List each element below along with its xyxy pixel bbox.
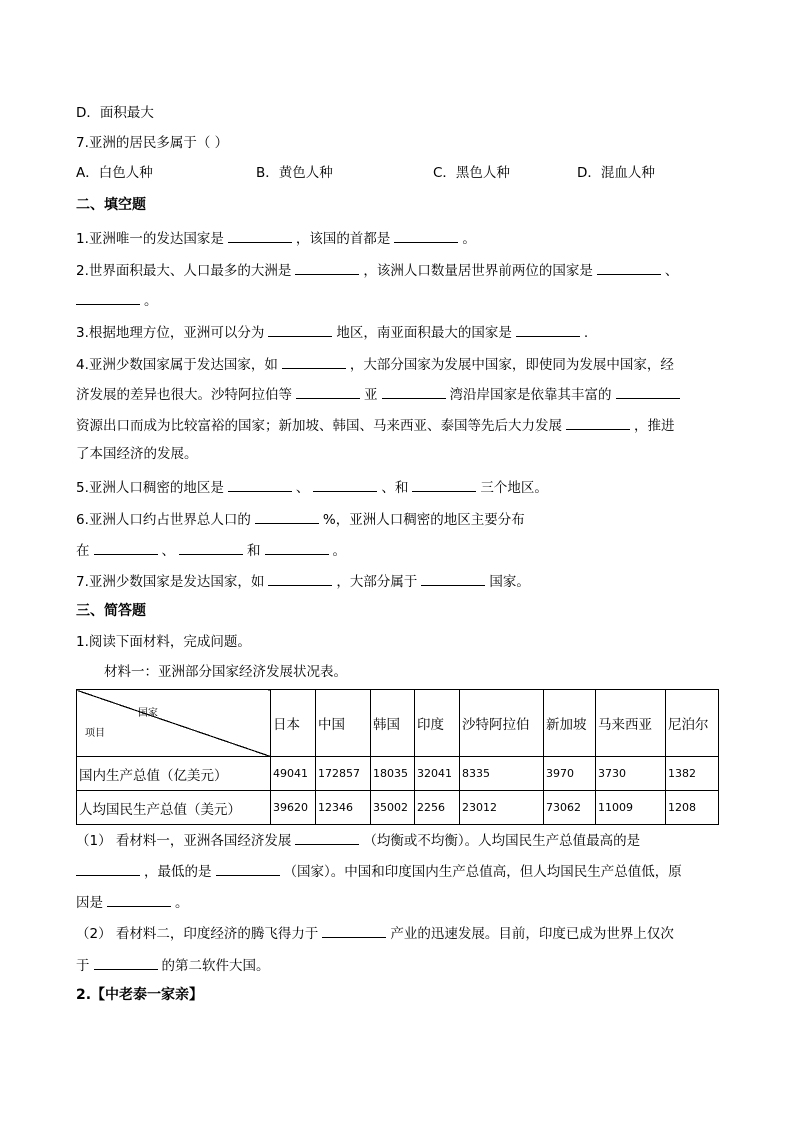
answer-blank[interactable] bbox=[322, 922, 386, 938]
row-label: 国内生产总值（亿美元） bbox=[77, 757, 271, 791]
answer-part-1: （1） 看材料一，亚洲各国经济发展 （均衡或不均衡）。人均国民生产总值最高的是 bbox=[76, 829, 640, 851]
answer-blank[interactable] bbox=[216, 860, 280, 876]
answer-blank[interactable] bbox=[179, 539, 243, 555]
fill-question-6-cont: 在 、 和 。 bbox=[76, 539, 346, 561]
economy-table bbox=[76, 689, 719, 825]
fill-question-6: 6.亚洲人口约占世界总人口的 %，亚洲人口稠密的地区主要分布 bbox=[76, 508, 525, 530]
table-cell: 39620 bbox=[271, 791, 316, 825]
fill-question-3: 3.根据地理方位，亚洲可以分为 地区，南亚面积最大的国家是 . bbox=[76, 321, 588, 343]
table-cell: 23012 bbox=[460, 791, 544, 825]
answer-blank[interactable] bbox=[295, 259, 359, 275]
answer-blank[interactable] bbox=[107, 891, 171, 907]
answer-blank[interactable] bbox=[228, 476, 292, 492]
question-7: 7.亚洲的居民多属于（ ） bbox=[76, 135, 229, 151]
table-cell: 18035 bbox=[371, 757, 415, 791]
country-header: 日本 bbox=[271, 690, 316, 757]
material-1-caption: 材料一：亚洲部分国家经济发展状况表。 bbox=[104, 664, 347, 680]
table-cell: 2256 bbox=[415, 791, 460, 825]
header-item-label: 项目 bbox=[85, 728, 105, 739]
row-label: 人均国民生产总值（美元） bbox=[77, 791, 271, 825]
answer-blank[interactable] bbox=[265, 539, 329, 555]
answer-part-2-cont: 于 的第二软件大国。 bbox=[76, 954, 270, 976]
answer-part-2: （2） 看材料二，印度经济的腾飞得力于 产业的迅速发展。目前，印度已成为世界上仅次 bbox=[76, 922, 674, 944]
answer-blank[interactable] bbox=[313, 476, 377, 492]
short-answer-2-title: 2.【中老泰一家亲】 bbox=[76, 987, 204, 1003]
table-cell: 12346 bbox=[316, 791, 371, 825]
fill-question-5: 5.亚洲人口稠密的地区是 、 、和 三个地区。 bbox=[76, 476, 548, 498]
answer-blank[interactable] bbox=[296, 383, 360, 399]
q7-option-a: A．白色人种 bbox=[76, 165, 153, 181]
fill-question-4: 4.亚洲少数国家属于发达国家，如 ，大部分国家为发展中国家，即使同为发展中国家，经 bbox=[76, 353, 674, 375]
answer-part-1-cont2: 因是 。 bbox=[76, 891, 189, 913]
answer-blank[interactable] bbox=[228, 227, 292, 243]
table-cell: 3970 bbox=[544, 757, 596, 791]
table-cell: 1382 bbox=[666, 757, 719, 791]
fill-question-4-cont: 济发展的差异也很大。沙特阿拉伯等 亚 湾沿岸国家是依靠其丰富的 bbox=[76, 383, 684, 405]
table-cell: 8335 bbox=[460, 757, 544, 791]
short-answer-1: 1.阅读下面材料，完成问题。 bbox=[76, 634, 251, 650]
table-cell: 11009 bbox=[596, 791, 666, 825]
table-cell: 35002 bbox=[371, 791, 415, 825]
q7-option-d: D．混血人种 bbox=[577, 165, 655, 181]
answer-blank[interactable] bbox=[295, 829, 359, 845]
answer-blank[interactable] bbox=[412, 476, 476, 492]
answer-blank[interactable] bbox=[94, 539, 158, 555]
q7-option-b: B．黄色人种 bbox=[256, 165, 333, 181]
answer-blank[interactable] bbox=[282, 353, 346, 369]
answer-blank[interactable] bbox=[382, 383, 446, 399]
fill-question-4-cont3: 了本国经济的发展。 bbox=[76, 446, 198, 462]
answer-blank[interactable] bbox=[268, 321, 332, 337]
section-fill-in-title: 二、填空题 bbox=[76, 197, 146, 213]
table-cell: 32041 bbox=[415, 757, 460, 791]
answer-blank[interactable] bbox=[516, 321, 580, 337]
q6-option-d: D．面积最大 bbox=[76, 105, 154, 121]
table-cell: 73062 bbox=[544, 791, 596, 825]
fill-question-2: 2.世界面积最大、人口最多的大洲是 ，该洲人口数量居世界前两位的国家是 、 bbox=[76, 259, 678, 281]
answer-part-1-cont: ，最低的是 （国家）。中国和印度国内生产总值高，但人均国民生产总值低，原 bbox=[76, 860, 682, 882]
country-header: 尼泊尔 bbox=[666, 690, 719, 757]
table-header-row bbox=[77, 690, 719, 757]
table-diagonal-header bbox=[77, 690, 271, 757]
table-cell: 49041 bbox=[271, 757, 316, 791]
answer-blank[interactable] bbox=[394, 227, 458, 243]
answer-blank[interactable] bbox=[94, 954, 158, 970]
answer-blank[interactable] bbox=[76, 289, 140, 305]
fill-question-2-cont: 。 bbox=[76, 289, 158, 311]
answer-blank[interactable] bbox=[255, 508, 319, 524]
table-cell: 3730 bbox=[596, 757, 666, 791]
fill-question-7: 7.亚洲少数国家是发达国家，如 ，大部分属于 国家。 bbox=[76, 570, 530, 592]
country-header: 印度 bbox=[415, 690, 460, 757]
table-cell: 172857 bbox=[316, 757, 371, 791]
answer-blank[interactable] bbox=[566, 414, 630, 430]
q7-option-c: C．黑色人种 bbox=[433, 165, 510, 181]
country-header: 韩国 bbox=[371, 690, 415, 757]
country-header: 马来西亚 bbox=[596, 690, 666, 757]
country-header: 新加坡 bbox=[544, 690, 596, 757]
answer-blank[interactable] bbox=[616, 383, 680, 399]
header-country-label: 国家 bbox=[138, 708, 158, 719]
answer-blank[interactable] bbox=[421, 570, 485, 586]
country-header: 沙特阿拉伯 bbox=[460, 690, 544, 757]
table-cell: 1208 bbox=[666, 791, 719, 825]
answer-blank[interactable] bbox=[597, 259, 661, 275]
answer-blank[interactable] bbox=[268, 570, 332, 586]
section-short-answer-title: 三、简答题 bbox=[76, 603, 146, 619]
table-row bbox=[77, 757, 719, 791]
answer-blank[interactable] bbox=[76, 860, 140, 876]
table-row bbox=[77, 791, 719, 825]
fill-question-1: 1.亚洲唯一的发达国家是 ，该国的首都是 。 bbox=[76, 227, 476, 249]
fill-question-4-cont2: 资源出口而成为比较富裕的国家；新加坡、韩国、马来西亚、泰国等先后大力发展 ，推进 bbox=[76, 414, 675, 436]
country-header: 中国 bbox=[316, 690, 371, 757]
